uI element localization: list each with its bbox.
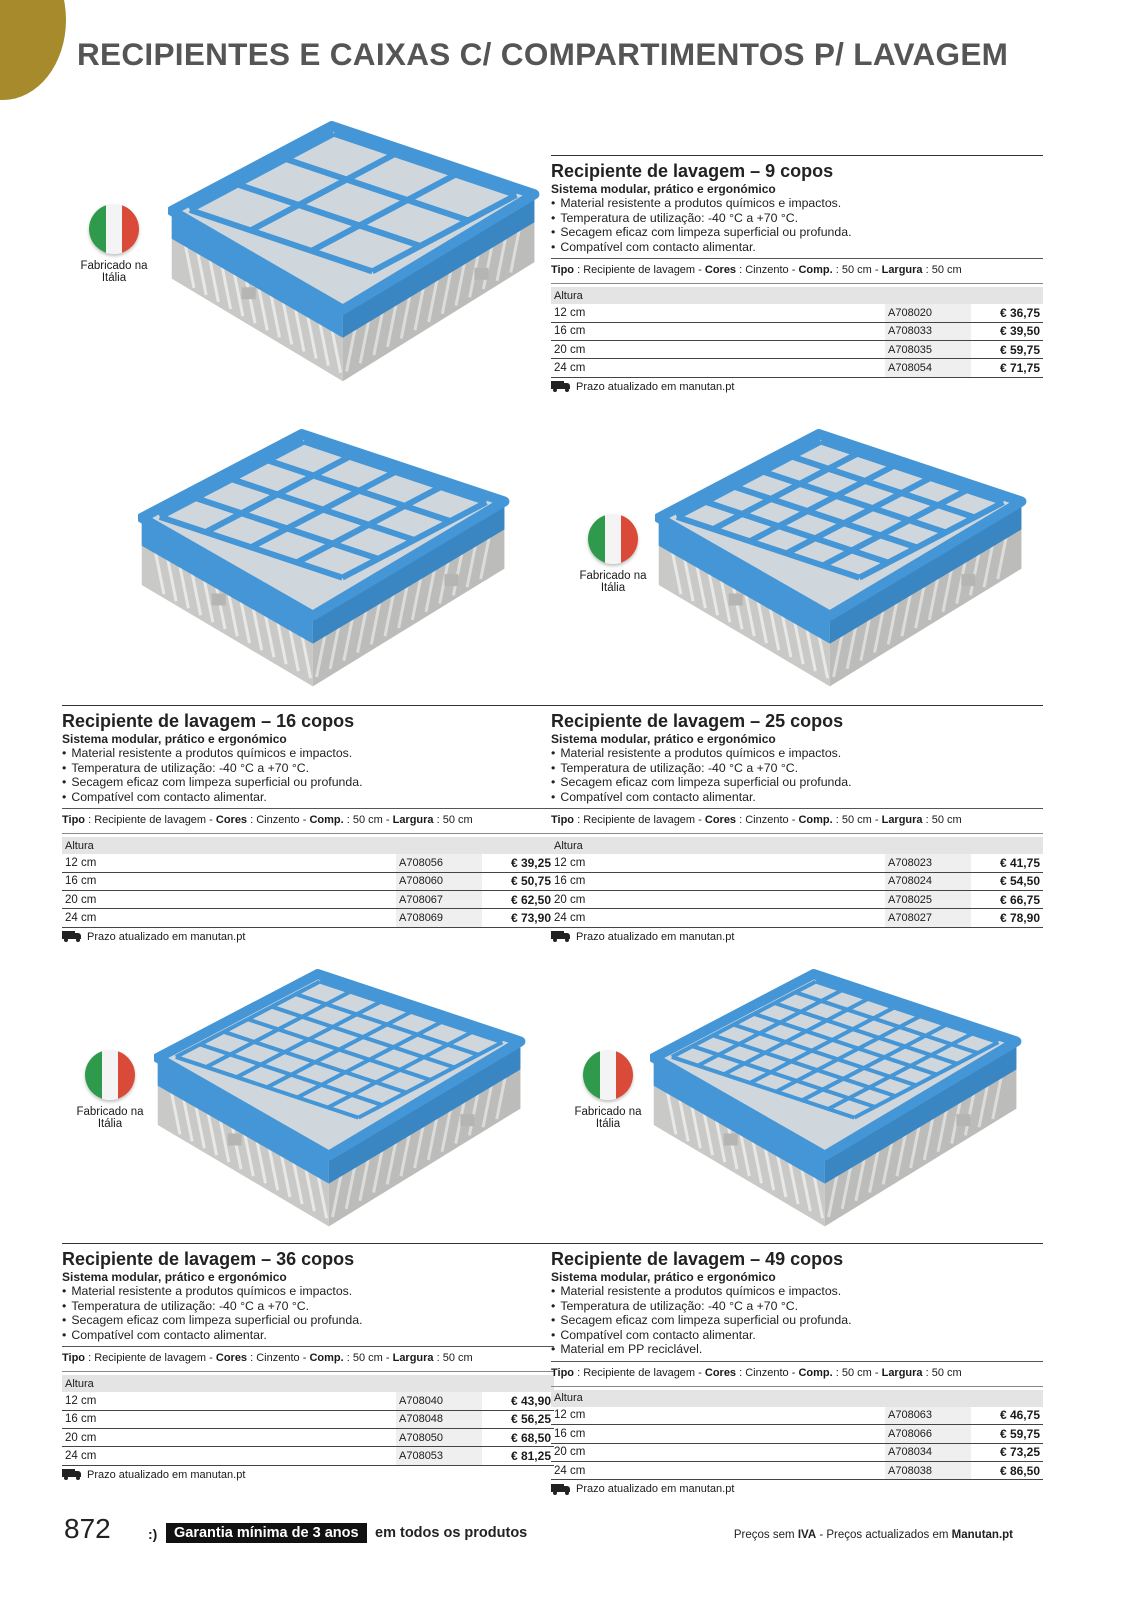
cell-altura: 20 cm [551,341,885,359]
italy-flag-icon [588,514,638,564]
feature-item: • Secagem eficaz com limpeza superficial ou profunda. [551,1313,1043,1328]
table-row [551,304,1043,322]
product-subtitle: Sistema modular, prático e ergonómico [551,1270,776,1284]
guarantee-text: em todos os produtos [375,1525,528,1541]
cell-product-code: A708066 [885,1425,971,1443]
italy-flag-icon [583,1050,633,1100]
cell-product-code: A708069 [396,909,482,927]
cell-price: € 46,75 [971,1407,1043,1425]
spec-rule [551,283,1043,284]
smile-glyph: :) [148,1526,158,1542]
cell-price: € 43,90 [482,1392,554,1410]
product-title: Recipiente de lavagem – 9 copos [551,161,834,181]
flag-label-line1: Fabricado na [76,1106,144,1118]
delivery-note [551,381,1043,393]
flag-label-line2: Itália [595,1118,621,1130]
cell-price: € 39,25 [482,854,554,872]
table-row [551,854,1043,872]
truck-icon [551,931,571,942]
cell-product-code: A708040 [396,1392,482,1410]
truck-icon [62,931,82,942]
cell-price: € 59,75 [971,341,1043,359]
cell-product-code: A708060 [396,872,482,890]
guarantee-badge: Garantia mínima de 3 anos [166,1523,367,1543]
table-row [551,909,1043,927]
product-block-49 [551,1243,1043,1495]
spec-line: Tipo : Recipiente de lavagem - Cores : Cinzento - Comp. : 50 cm - Largura : 50 cm [551,1361,1043,1386]
product-block-36 [62,1243,554,1481]
cell-altura: 20 cm [551,891,885,909]
feature-item: • Secagem eficaz com limpeza superficial ou profunda. [62,775,554,790]
spec-line: Tipo : Recipiente de lavagem - Cores : Cinzento - Comp. : 50 cm - Largura : 50 cm [62,808,554,833]
table-header-altura: Altura [551,1390,1043,1407]
rack-image-9 [168,120,540,395]
rack-image-49 [650,968,1022,1240]
feature-item: • Compatível com contacto alimentar. [551,240,1043,255]
feature-item: • Secagem eficaz com limpeza superficial ou profunda. [551,225,1043,240]
flag-label-line1: Fabricado na [579,570,647,582]
feature-item: • Material resistente a produtos químicos e impactos. [62,1284,554,1299]
price-table [62,1375,554,1466]
delivery-note [62,1469,554,1481]
feature-item: • Temperatura de utilização: -40 °C a +70 °C. [62,761,554,776]
feature-item: • Compatível com contacto alimentar. [62,790,554,805]
cell-price: € 56,25 [482,1410,554,1428]
corner-accent-shape [0,0,66,100]
feature-item: • Temperatura de utilização: -40 °C a +70 °C. [62,1299,554,1314]
product-subtitle: Sistema modular, prático e ergonómico [62,1270,287,1284]
cell-price: € 66,75 [971,891,1043,909]
feature-item: • Secagem eficaz com limpeza superficial ou profunda. [62,1313,554,1328]
delivery-text: Prazo atualizado em manutan.pt [576,380,735,393]
section-rule [551,1243,1043,1244]
table-row [551,872,1043,890]
section-rule [62,1243,554,1244]
price-table [551,1390,1043,1481]
spec-line: Tipo : Recipiente de lavagem - Cores : Cinzento - Comp. : 50 cm - Largura : 50 cm [551,808,1043,833]
cell-price: € 50,75 [482,872,554,890]
feature-list [62,1284,554,1342]
delivery-note [551,1483,1043,1495]
truck-icon [551,381,571,392]
feature-item: • Temperatura de utilização: -40 °C a +70 °C. [551,211,1043,226]
prices-note: Preços sem IVA - Preços actualizados em Manutan.pt [733,1529,1013,1541]
cell-altura: 12 cm [551,304,885,322]
feature-item: • Material resistente a produtos químicos e impactos. [551,746,1043,761]
table-row [62,891,554,909]
table-row [62,1410,554,1428]
made-in-italy-badge [557,514,669,594]
table-row [551,1425,1043,1443]
cell-product-code: A708027 [885,909,971,927]
feature-item: • Material resistente a produtos químicos e impactos. [62,746,554,761]
page-number: 872 [64,1513,111,1544]
cell-product-code: A708050 [396,1429,482,1447]
flag-label-line1: Fabricado na [80,260,148,272]
cell-altura: 16 cm [62,872,396,890]
cell-price: € 86,50 [971,1461,1043,1479]
cell-altura: 20 cm [62,1429,396,1447]
cell-product-code: A708053 [396,1447,482,1465]
table-row [551,1407,1043,1425]
delivery-note [62,931,554,943]
product-block-9 [551,155,1043,393]
feature-item: • Temperatura de utilização: -40 °C a +70 °C. [551,1299,1043,1314]
cell-altura: 24 cm [551,359,885,377]
rack-image-25 [655,428,1027,700]
product-subtitle: Sistema modular, prático e ergonómico [551,182,776,196]
product-subtitle: Sistema modular, prático e ergonómico [62,732,287,746]
table-row [62,1429,554,1447]
delivery-text: Prazo atualizado em manutan.pt [87,930,246,943]
cell-product-code: A708054 [885,359,971,377]
cell-price: € 73,90 [482,909,554,927]
feature-list [62,746,554,804]
cell-altura: 24 cm [62,909,396,927]
feature-item: • Compatível com contacto alimentar. [551,790,1043,805]
cell-altura: 12 cm [551,854,885,872]
feature-item: • Temperatura de utilização: -40 °C a +70 °C. [551,761,1043,776]
price-table [62,837,554,928]
truck-icon [62,1469,82,1480]
delivery-note [551,931,1043,943]
table-row [62,872,554,890]
product-title: Recipiente de lavagem – 36 copos [62,1249,355,1269]
table-row [551,341,1043,359]
cell-altura: 12 cm [551,1407,885,1425]
cell-product-code: A708023 [885,854,971,872]
italy-flag-icon [89,204,139,254]
delivery-text: Prazo atualizado em manutan.pt [87,1468,246,1481]
cell-altura: 16 cm [551,872,885,890]
cell-price: € 41,75 [971,854,1043,872]
rack-image-16 [138,428,510,700]
product-block-16 [62,705,554,943]
flag-label-line1: Fabricado na [574,1106,642,1118]
cell-product-code: A708025 [885,891,971,909]
spec-line: Tipo : Recipiente de lavagem - Cores : Cinzento - Comp. : 50 cm - Largura : 50 cm [551,258,1043,283]
table-row [551,322,1043,340]
cell-altura: 16 cm [551,322,885,340]
feature-item: • Compatível com contacto alimentar. [551,1328,1043,1343]
spec-line: Tipo : Recipiente de lavagem - Cores : Cinzento - Comp. : 50 cm - Largura : 50 cm [62,1346,554,1371]
feature-item: • Material resistente a produtos químicos e impactos. [551,1284,1043,1299]
table-header-altura: Altura [551,837,1043,854]
table-row [551,1461,1043,1479]
product-subtitle: Sistema modular, prático e ergonómico [551,732,776,746]
feature-item: • Material em PP reciclável. [551,1342,1043,1357]
cell-altura: 24 cm [62,1447,396,1465]
spec-rule [62,1371,554,1372]
table-row [62,1447,554,1465]
cell-product-code: A708056 [396,854,482,872]
made-in-italy-badge [54,1050,166,1130]
cell-product-code: A708038 [885,1461,971,1479]
table-header-altura: Altura [62,837,554,854]
feature-item: • Material resistente a produtos químicos e impactos. [551,196,1043,211]
cell-price: € 81,25 [482,1447,554,1465]
price-table [551,287,1043,378]
cell-product-code: A708033 [885,322,971,340]
cell-price: € 62,50 [482,891,554,909]
cell-altura: 24 cm [551,909,885,927]
table-header-altura: Altura [62,1375,554,1392]
page-footer [0,1513,1139,1553]
cell-price: € 54,50 [971,872,1043,890]
made-in-italy-badge [58,204,170,284]
price-table [551,837,1043,928]
cell-product-code: A708067 [396,891,482,909]
flag-label-line2: Itália [101,272,127,284]
flag-label-line2: Itália [97,1118,123,1130]
table-row [62,1392,554,1410]
table-row [62,909,554,927]
rack-image-36 [154,968,526,1240]
cell-price: € 39,50 [971,322,1043,340]
feature-list [551,1284,1043,1357]
delivery-text: Prazo atualizado em manutan.pt [576,930,735,943]
cell-product-code: A708063 [885,1407,971,1425]
cell-altura: 16 cm [551,1425,885,1443]
delivery-text: Prazo atualizado em manutan.pt [576,1483,735,1496]
table-row [551,891,1043,909]
cell-price: € 78,90 [971,909,1043,927]
cell-price: € 71,75 [971,359,1043,377]
cell-price: € 73,25 [971,1443,1043,1461]
cell-altura: 20 cm [551,1443,885,1461]
table-row [62,854,554,872]
cell-altura: 12 cm [62,1392,396,1410]
product-title: Recipiente de lavagem – 49 copos [551,1249,844,1269]
cell-price: € 59,75 [971,1425,1043,1443]
product-title: Recipiente de lavagem – 25 copos [551,711,844,731]
section-rule [551,705,1043,706]
table-row [551,359,1043,377]
table-header-altura: Altura [551,287,1043,304]
cell-price: € 36,75 [971,304,1043,322]
cell-altura: 24 cm [551,1461,885,1479]
product-title: Recipiente de lavagem – 16 copos [62,711,355,731]
cell-product-code: A708020 [885,304,971,322]
cell-product-code: A708024 [885,872,971,890]
cell-altura: 20 cm [62,891,396,909]
section-rule [62,705,554,706]
cell-altura: 12 cm [62,854,396,872]
feature-list [551,196,1043,254]
section-rule [551,155,1043,156]
spec-rule [62,833,554,834]
page-title: RECIPIENTES E CAIXAS C/ COMPARTIMENTOS P/ LAVAGEM [77,36,1009,72]
table-row [551,1443,1043,1461]
made-in-italy-badge [552,1050,664,1130]
feature-item: • Compatível com contacto alimentar. [62,1328,554,1343]
cell-product-code: A708048 [396,1410,482,1428]
italy-flag-icon [85,1050,135,1100]
cell-product-code: A708035 [885,341,971,359]
cell-price: € 68,50 [482,1429,554,1447]
feature-list [551,746,1043,804]
product-block-25 [551,705,1043,943]
spec-rule [551,833,1043,834]
flag-label-line2: Itália [600,582,626,594]
feature-item: • Secagem eficaz com limpeza superficial ou profunda. [551,775,1043,790]
cell-altura: 16 cm [62,1410,396,1428]
cell-product-code: A708034 [885,1443,971,1461]
spec-rule [551,1386,1043,1387]
truck-icon [551,1484,571,1495]
